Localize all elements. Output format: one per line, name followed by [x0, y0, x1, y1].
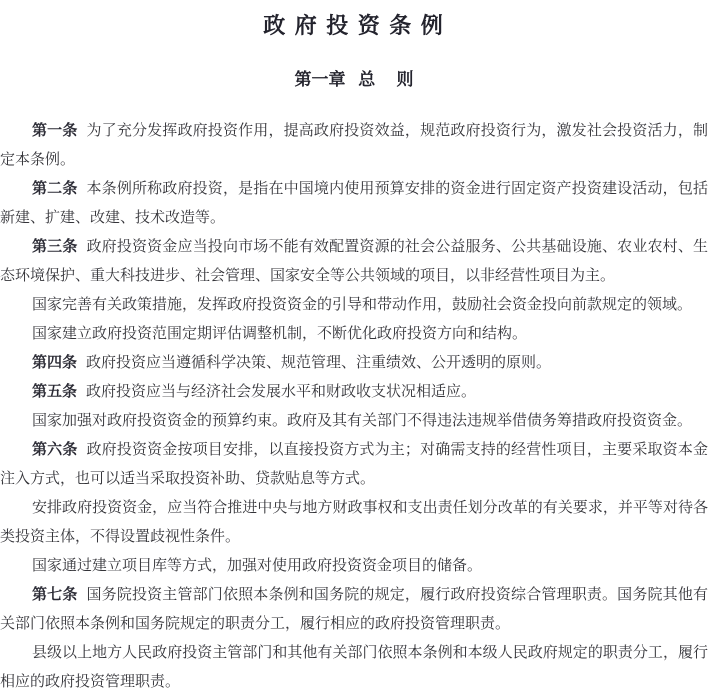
article-text: 政府投资应当与经济社会发展水平和财政收支状况相适应。 — [86, 384, 477, 400]
continuation-paragraph — [0, 291, 708, 320]
article-number: 第三条 — [32, 239, 78, 255]
article-number: 第五条 — [32, 384, 78, 400]
document-title: 政 府 投 资 条 例 — [263, 13, 445, 38]
article-number: 第二条 — [32, 181, 78, 197]
article-paragraph — [0, 233, 708, 291]
article-number: 第四条 — [32, 355, 78, 371]
article-text: 国务院投资主管部门依照本条例和国务院的规定，履行政府投资综合管理职责。国务院其他有关部门依照本条例和国务院规定的职责分工，履行相应的政府投资管理职责。 — [0, 587, 708, 632]
article-text: 本条例所称政府投资，是指在中国境内使用预算安排的资金进行固定资产投资建设活动，包括新建、扩建、改建、技术改造等。 — [0, 181, 708, 226]
article-number: 第一条 — [32, 123, 78, 139]
chapter-heading: 第一章 总 则 — [294, 70, 414, 89]
article-text: 政府投资资金应当投向市场不能有效配置资源的社会公益服务、公共基础设施、农业农村、生态环境保护、重大科技进步、社会管理、国家安全等公共领域的项目，以非经营性项目为主。 — [0, 239, 708, 284]
article-text: 政府投资应当遵循科学决策、规范管理、注重绩效、公开透明的原则。 — [86, 355, 552, 371]
article-text: 国家建立政府投资范围定期评估调整机制，不断优化政府投资方向和结构。 — [32, 326, 528, 342]
article-number: 第六条 — [32, 442, 78, 458]
article-text: 国家完善有关政策措施，发挥政府投资资金的引导和带动作用，鼓励社会资金投向前款规定的领域。 — [32, 297, 693, 313]
article-paragraph — [0, 581, 708, 639]
article-text: 政府投资资金按项目安排，以直接投资方式为主；对确需支持的经营性项目，主要采取资本金注入方式，也可以适当采取投资补助、贷款贴息等方式。 — [0, 442, 708, 487]
article-number: 第七条 — [32, 587, 78, 603]
article-paragraph — [0, 378, 708, 407]
article-paragraph — [0, 349, 708, 378]
article-text: 为了充分发挥政府投资作用，提高政府投资效益，规范政府投资行为，激发社会投资活力，制定本条例。 — [0, 123, 708, 168]
continuation-paragraph — [0, 552, 708, 581]
article-text: 国家加强对政府投资资金的预算约束。政府及其有关部门不得违法违规举借债务筹措政府投资资金。 — [32, 413, 693, 429]
continuation-paragraph — [0, 320, 708, 349]
article-paragraph — [0, 117, 708, 175]
continuation-paragraph — [0, 639, 708, 695]
article-paragraph — [0, 436, 708, 494]
continuation-paragraph — [0, 407, 708, 436]
document-body — [0, 117, 708, 695]
continuation-paragraph — [0, 494, 708, 552]
article-text: 国家通过建立项目库等方式，加强对使用政府投资资金项目的储备。 — [32, 558, 483, 574]
article-text: 安排政府投资资金，应当符合推进中央与地方财政事权和支出责任划分改革的有关要求，并平等对待各类投资主体，不得设置歧视性条件。 — [0, 500, 708, 545]
article-text: 县级以上地方人民政府投资主管部门和其他有关部门依照本条例和本级人民政府规定的职责分工，履行相应的政府投资管理职责。 — [0, 645, 708, 690]
article-paragraph — [0, 175, 708, 233]
